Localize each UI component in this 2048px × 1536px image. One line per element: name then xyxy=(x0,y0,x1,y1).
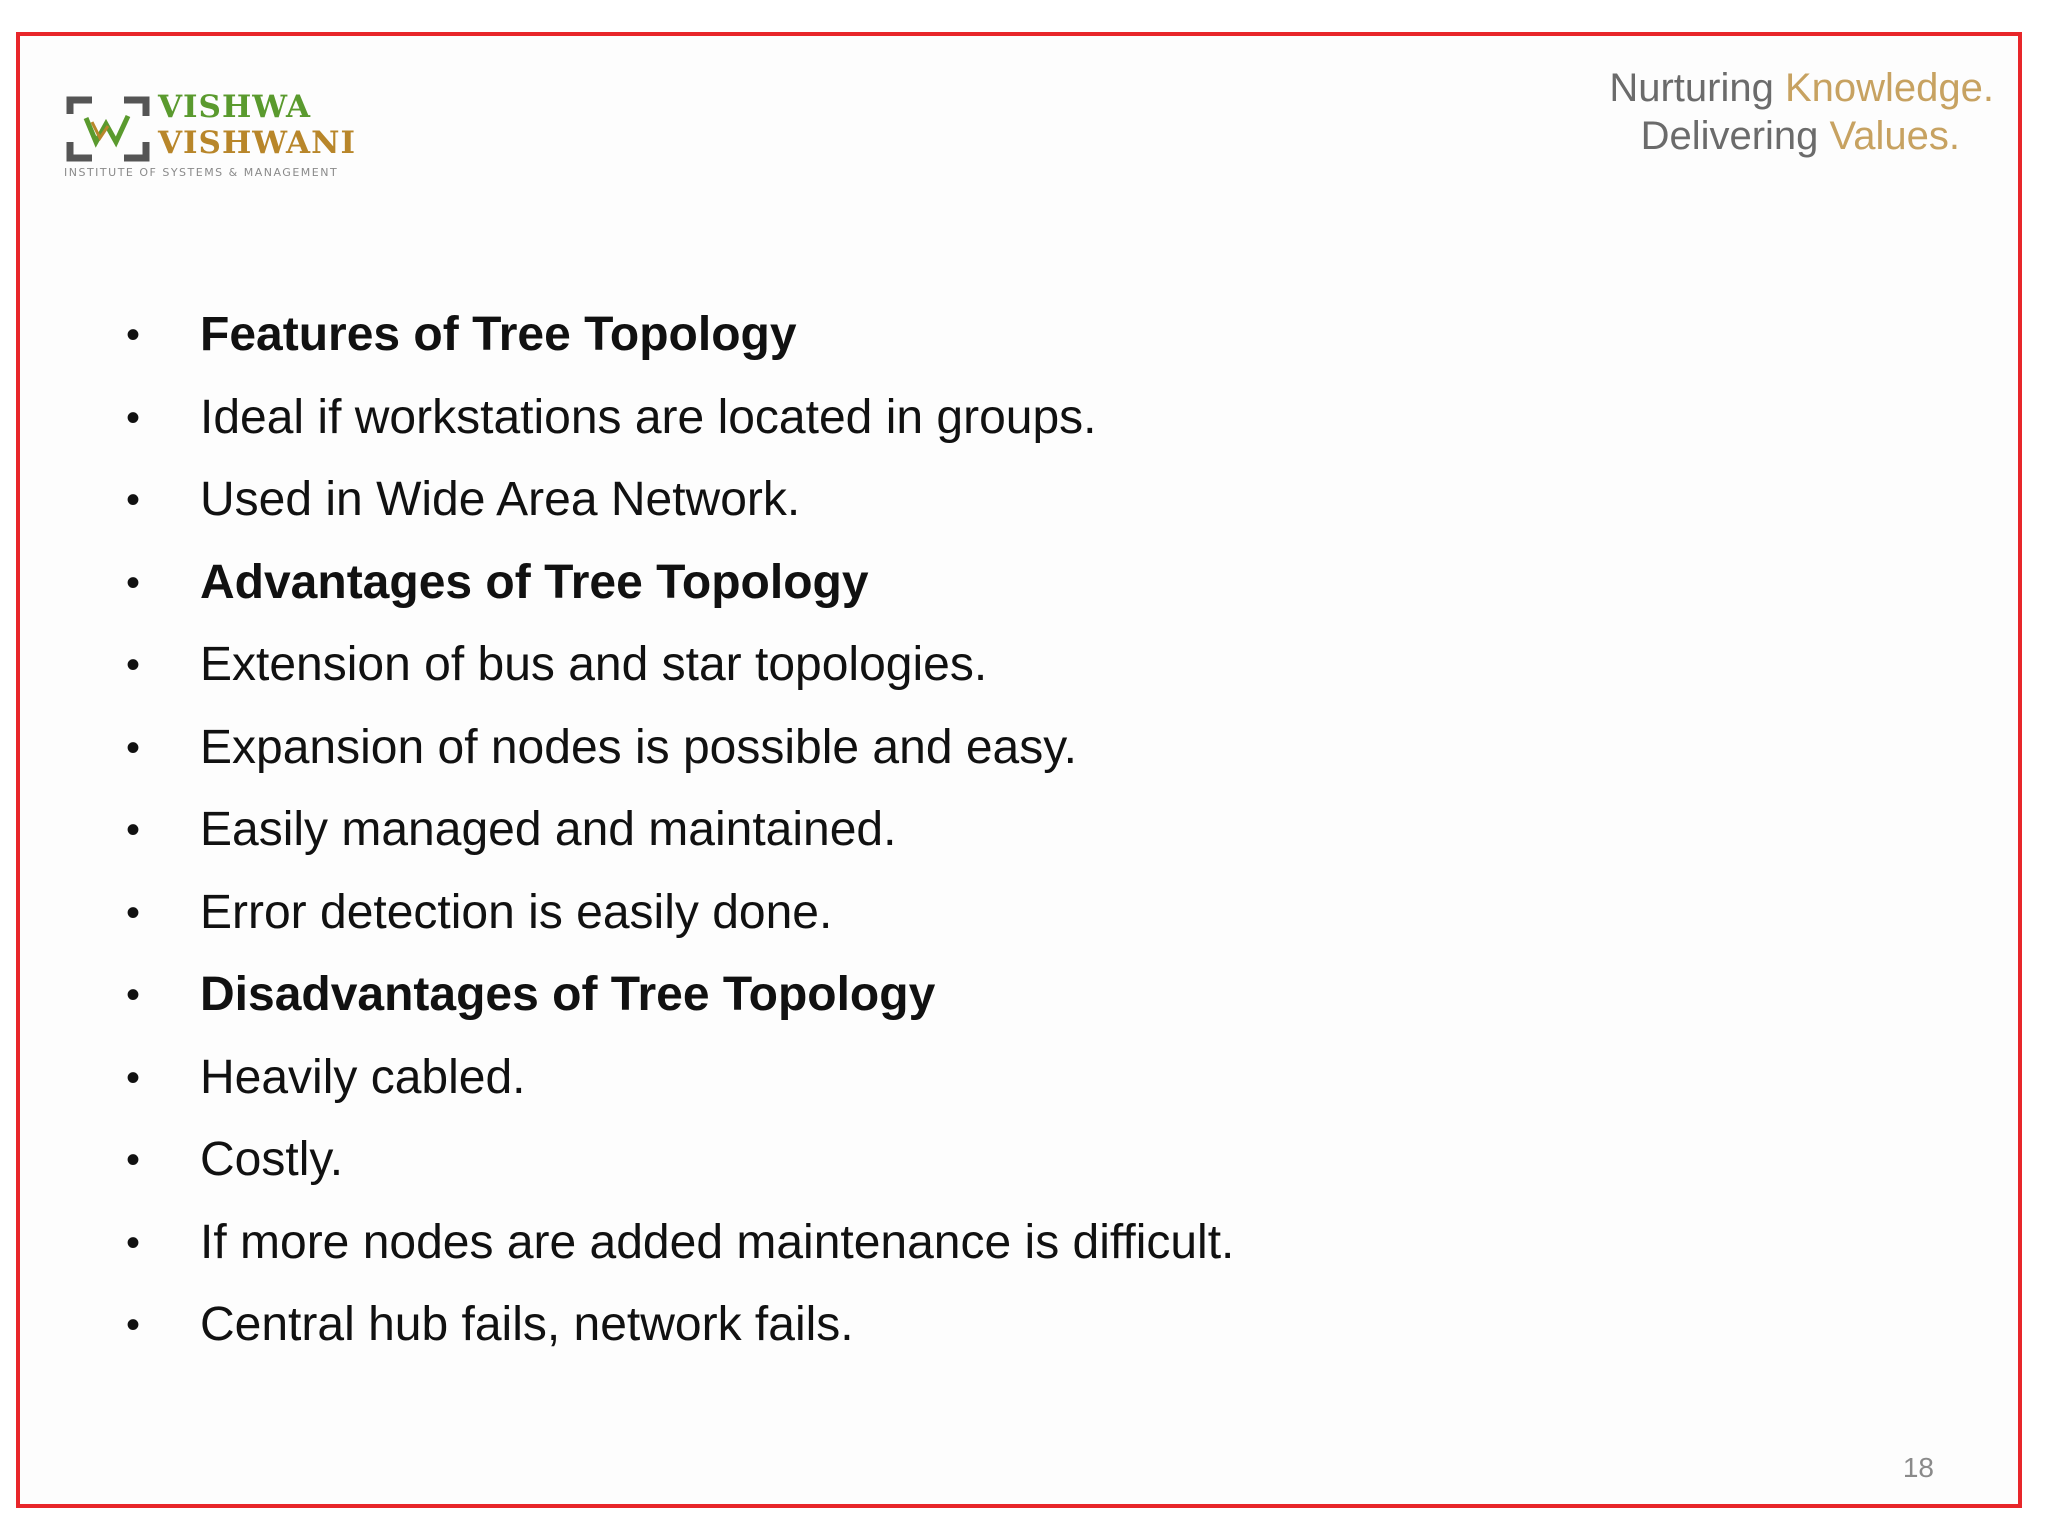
bullet-icon: • xyxy=(126,1138,141,1182)
list-item-text: Error detection is easily done. xyxy=(200,885,833,939)
bullet-icon: • xyxy=(126,313,141,357)
tagline-word-values: Values. xyxy=(1829,114,1960,158)
tagline xyxy=(1609,64,1994,160)
logo-emblem-icon xyxy=(66,96,150,162)
bullet-icon: • xyxy=(126,643,141,687)
logo-text-line1: VISHWA xyxy=(158,89,312,125)
list-item-text: Used in Wide Area Network. xyxy=(200,473,801,526)
bullet-icon: • xyxy=(126,725,141,770)
list-item-text: Ideal if workstations are located in groups. xyxy=(200,390,1097,444)
bullet-icon: • xyxy=(126,1303,141,1347)
list-item-text: Costly. xyxy=(200,1133,344,1186)
section-heading-text: Advantages of Tree Topology xyxy=(200,555,869,609)
logo-subtitle: INSTITUTE OF SYSTEMS & MANAGEMENT xyxy=(64,166,339,179)
bullet-icon: • xyxy=(126,395,141,440)
list-item-text: Heavily cabled. xyxy=(200,1050,526,1104)
tagline-line1 xyxy=(1609,64,1994,112)
list-item-text: Central hub fails, network fails. xyxy=(200,1298,854,1351)
tagline-word-knowledge: Knowledge. xyxy=(1784,66,1994,110)
institute-logo xyxy=(50,62,390,179)
section-heading-text: Features of Tree Topology xyxy=(200,308,797,361)
list-item-text: If more nodes are added maintenance is difficult. xyxy=(200,1215,1235,1269)
list-item-text: Extension of bus and star topologies. xyxy=(200,638,988,691)
logo-text-line2: VISHWANI xyxy=(158,125,356,161)
bullet-icon: • xyxy=(126,973,141,1017)
tagline-line2 xyxy=(1609,112,1960,160)
tagline-word-delivering: Delivering xyxy=(1640,114,1819,158)
list-item-text: Expansion of nodes is possible and easy. xyxy=(200,720,1078,774)
bullet-icon: • xyxy=(126,890,141,935)
page-number: 18 xyxy=(1902,1452,1934,1483)
bullet-icon: • xyxy=(126,1055,141,1100)
bullet-icon: • xyxy=(126,560,141,605)
list-item-text: Easily managed and maintained. xyxy=(200,803,897,856)
tagline-word-nurturing: Nurturing xyxy=(1609,66,1774,110)
bullet-icon: • xyxy=(126,478,141,522)
bullet-icon: • xyxy=(126,808,141,852)
slide xyxy=(16,32,2022,1508)
section-heading-text: Disadvantages of Tree Topology xyxy=(200,968,936,1021)
bullet-icon: • xyxy=(126,1220,141,1265)
